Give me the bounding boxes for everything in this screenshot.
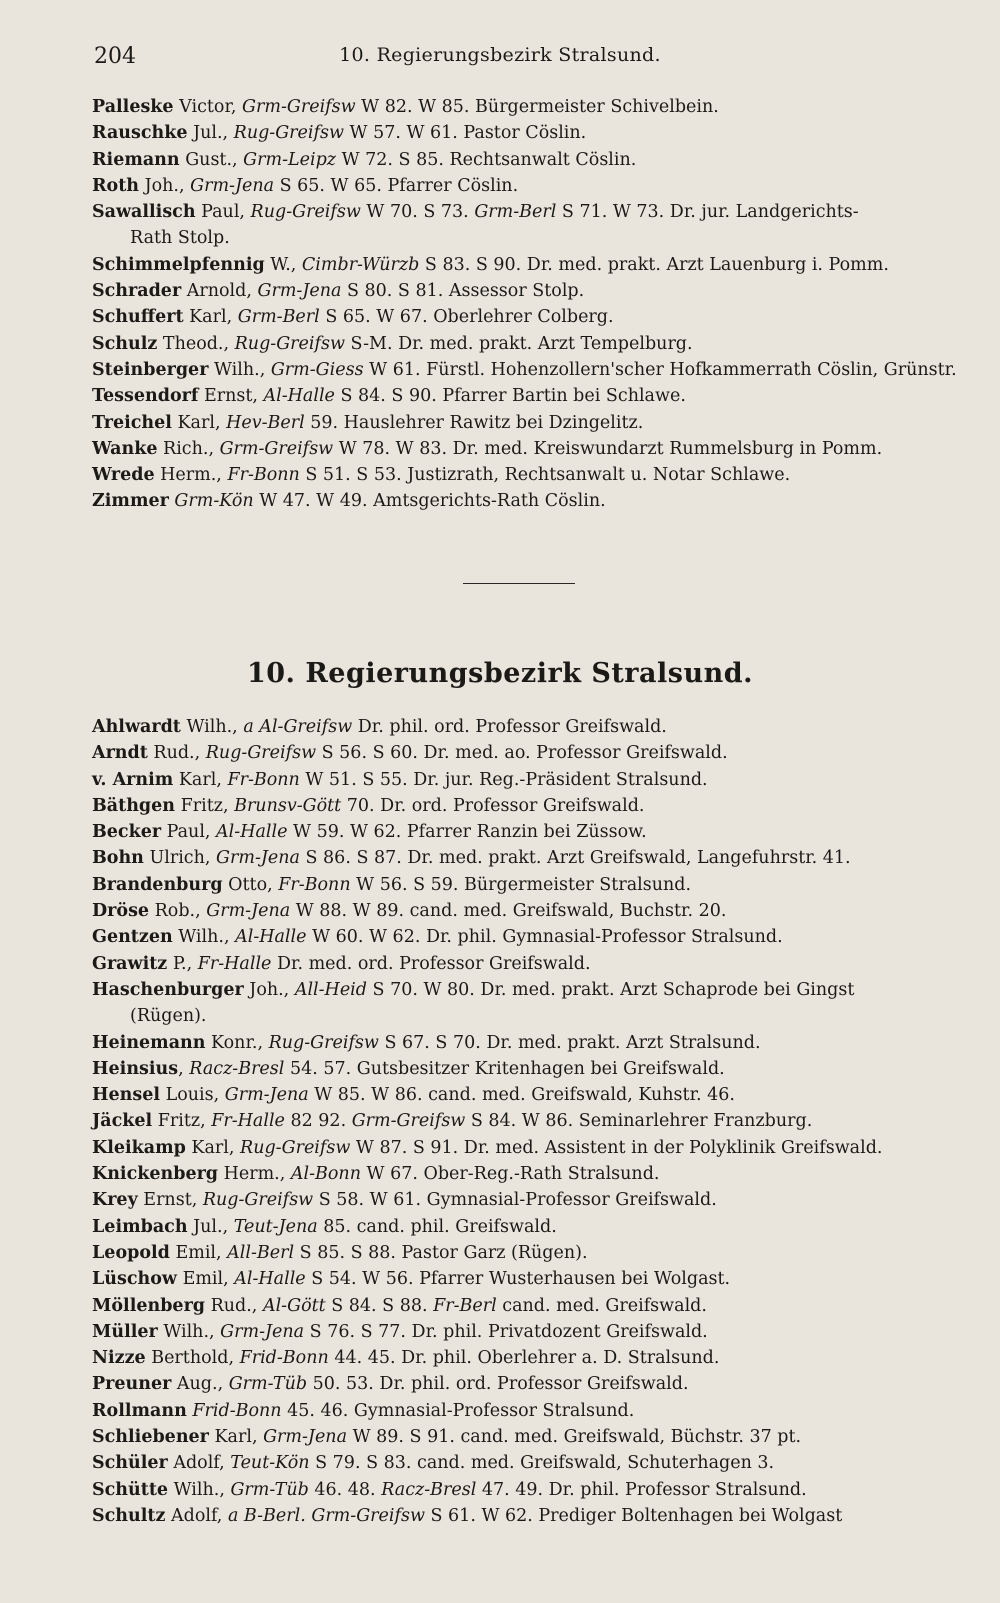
list-item (92, 462, 962, 488)
entry-corps: Rug-Greifsw (268, 1032, 379, 1053)
entry-surname: Nizze (92, 1348, 146, 1369)
running-head: 10. Regierungsbezirk Stralsund. (339, 44, 661, 66)
entry-given-name: Wilh., (180, 717, 244, 737)
entry-given-name: Emil, (177, 1269, 235, 1290)
list-item (92, 1056, 962, 1082)
entry-details: 54. 57. Gutsbesitzer Kritenhagen bei Greifswald. (284, 1058, 725, 1079)
list-item (92, 304, 962, 330)
entry-given-name: Berthold, (145, 1348, 240, 1369)
entry-given-name: Adolf, (165, 1505, 228, 1526)
list-item (92, 252, 962, 278)
entry-corps: Brunsv-Gött (234, 795, 342, 816)
entry-corps: Grm-Leipz (243, 149, 337, 170)
entry-details: Dr. med. ord. Professor Greifswald. (271, 953, 591, 974)
entry-corps: Fr-Halle (211, 1111, 285, 1132)
entry-given-name: Rud., (147, 743, 206, 764)
list-item (92, 410, 962, 436)
entry-corps-secondary: Racz-Bresl (381, 1479, 477, 1500)
entry-surname: Preuner (92, 1374, 172, 1395)
list-item (92, 1450, 962, 1476)
entry-corps: All-Berl (227, 1242, 295, 1263)
entry-corps: Fr-Bonn (278, 874, 351, 895)
entry-details: S 58. W 61. Gymnasial-Professor Greifswald. (313, 1190, 717, 1211)
entry-details: W 59. W 62. Pfarrer Ranzin bei Züssow. (287, 822, 647, 843)
entry-details-secondary: S 84. W 86. Seminarlehrer Franzburg. (465, 1111, 813, 1132)
entry-details: 50. 53. Dr. phil. ord. Professor Greifswald. (307, 1374, 689, 1395)
section-title: 10. Regierungsbezirk Stralsund. (246, 658, 754, 689)
entry-surname: Müller (92, 1321, 158, 1342)
entry-details: 82 92. (284, 1111, 352, 1132)
list-item (92, 1345, 962, 1371)
entry-surname: Schultz (92, 1505, 166, 1526)
entry-corps: Grm-Jena (216, 848, 300, 869)
entry-corps: Al-Halle (263, 386, 335, 407)
entry-given-name: Wilh., (157, 1321, 221, 1342)
list-item (92, 278, 962, 304)
entry-surname: Schimmelpfennig (92, 254, 265, 275)
entry-details: S 54. W 56. Pfarrer Wusterhausen bei Wolgast. (305, 1269, 731, 1290)
entry-surname: Schrader (92, 281, 182, 302)
entry-corps: All-Heid (294, 979, 367, 1000)
entry-corps-secondary: Fr-Berl (433, 1295, 497, 1316)
entry-details: 70. Dr. ord. Professor Greifswald. (341, 795, 645, 816)
entry-given-name: Wilh., (168, 1479, 231, 1500)
entry-surname: Möllenberg (92, 1295, 206, 1316)
entry-given-name: Victor, (173, 97, 243, 117)
page-header (0, 44, 1000, 78)
entry-given-name: Gust., (179, 149, 244, 170)
entry-surname: Gentzen (92, 927, 173, 948)
entry-corps: Grm-Jena (263, 1427, 348, 1448)
entry-given-name: Rich., (157, 438, 220, 459)
list-item (92, 898, 962, 924)
entry-details: W 47. W 49. Amtsgerichts-Rath Cöslin. (253, 491, 606, 512)
entry-details: 85. cand. phil. Greifswald. (317, 1216, 557, 1237)
entry-surname: Wanke (92, 438, 158, 459)
entry-surname: Leopold (92, 1242, 170, 1263)
list-item (92, 1240, 962, 1266)
entry-surname: Haschenburger (92, 979, 244, 1000)
entry-given-name: Otto, (222, 874, 279, 895)
entry-given-name: Rob., (149, 901, 207, 922)
entry-surname: Arndt (92, 743, 148, 764)
entry-surname: Wrede (92, 465, 155, 486)
entry-given-name: Joh., (243, 979, 295, 1000)
entry-surname: Heinsius (92, 1058, 179, 1079)
list-item (92, 120, 962, 146)
entry-details: S 76. S 77. Dr. phil. Privatdozent Greifswald. (304, 1321, 708, 1342)
entry-surname: Jäckel (92, 1111, 153, 1132)
entry-given-name: Joh., (139, 175, 191, 196)
entry-details: S 61. W 62. Prediger Boltenhagen bei Wolgast (424, 1505, 843, 1526)
entry-surname: Steinberger (92, 359, 209, 380)
entry-corps: Frid-Bonn (192, 1400, 282, 1421)
entry-details: W 67. Ober-Reg.-Rath Stralsund. (360, 1164, 660, 1185)
entry-corps-secondary: Grm-Berl (474, 202, 557, 223)
entry-given-name: Herm., (154, 465, 228, 486)
entry-details: S 56. S 60. Dr. med. ao. Professor Greifswald. (316, 743, 728, 764)
entry-details: 46. 48. (308, 1479, 382, 1500)
entry-details: W 85. W 86. cand. med. Greifswald, Kuhstr. 46. (308, 1085, 735, 1106)
entry-given-name: Ernst, (198, 386, 264, 407)
entry-surname: Roth (92, 175, 140, 196)
list-item (92, 1503, 962, 1529)
entry-details: S 67. S 70. Dr. med. prakt. Arzt Stralsund. (378, 1032, 761, 1053)
list-item (92, 1371, 962, 1397)
list-item (92, 977, 962, 1030)
entry-surname: Schulz (92, 333, 158, 354)
entry-list-stralsund (92, 714, 962, 1529)
entry-corps: Fr-Bonn (227, 465, 300, 486)
entry-details: 44. 45. Dr. phil. Oberlehrer a. D. Stralsund. (328, 1348, 720, 1369)
entry-details: W 82. W 85. Bürgermeister Schivelbein. (355, 97, 719, 117)
entry-surname: Tessendorf (92, 386, 199, 407)
list-item (92, 1214, 962, 1240)
list-item (92, 1108, 962, 1134)
entry-given-name: Ernst, (137, 1190, 203, 1211)
list-item (92, 819, 962, 845)
entry-details: S 65. W 65. Pfarrer Cöslin. (274, 175, 519, 196)
entry-surname: Hensel (92, 1085, 161, 1106)
list-item (92, 793, 962, 819)
entry-surname: Sawallisch (92, 202, 196, 223)
list-item (92, 740, 962, 766)
list-item (92, 1161, 962, 1187)
entry-details-secondary: cand. med. Greifswald. (496, 1295, 707, 1316)
entry-given-name: Louis, (160, 1085, 225, 1106)
entry-given-name: Karl, (183, 307, 238, 328)
entry-details: S 84. S 88. (325, 1295, 434, 1316)
entry-given-name: Theod., (157, 333, 235, 354)
entry-details: W 57. W 61. Pastor Cöslin. (343, 123, 587, 144)
entry-corps: Grm-Greifsw (219, 438, 334, 459)
entry-corps: Grm-Greifsw (242, 97, 356, 117)
entry-corps: Grm-Tüb (228, 1374, 308, 1395)
list-item (92, 1477, 962, 1503)
entry-corps: Grm-Giess (270, 359, 364, 380)
entry-details: S 51. S 53. Justizrath, Rechtsanwalt u. Notar Schlawe. (299, 465, 791, 486)
entry-surname: Zimmer (92, 491, 169, 512)
entry-given-name: Emil, (169, 1242, 228, 1263)
list-item (92, 357, 962, 383)
entry-corps-secondary: Grm-Greifsw (351, 1111, 466, 1132)
entry-corps: Al-Bonn (290, 1164, 361, 1185)
entry-corps: Teut-Kön (230, 1453, 310, 1474)
entry-corps: Grm-Jena (190, 175, 275, 196)
entry-details: W 87. S 91. Dr. med. Assistent in der Polyklinik Greifswald. (350, 1137, 883, 1158)
entry-details: W 51. S 55. Dr. jur. Reg.-Präsident Stralsund. (299, 769, 708, 790)
list-item (92, 147, 962, 173)
entry-given-name: Adolf, (167, 1453, 231, 1474)
entry-corps: Rug-Greifsw (202, 1190, 314, 1211)
entry-given-name: Paul, (161, 822, 217, 843)
entry-corps: Al-Halle (216, 822, 288, 843)
entry-surname: Leimbach (92, 1216, 188, 1237)
list-item (92, 94, 962, 120)
list-item (92, 924, 962, 950)
entry-surname: Lüschow (92, 1269, 177, 1290)
entry-details: Dr. phil. ord. Professor Greifswald. (352, 717, 667, 737)
entry-given-name: Jul., (187, 123, 234, 144)
entry-details-secondary: S 71. W 73. Dr. jur. Landgerichts- (556, 202, 859, 223)
entry-details: S 83. S 90. Dr. med. prakt. Arzt Lauenburg i. Pomm. (419, 254, 889, 275)
entry-given-name: Karl, (171, 412, 227, 433)
entry-details: W 60. W 62. Dr. phil. Gymnasial-Professor Stralsund. (306, 927, 783, 948)
list-item (92, 1293, 962, 1319)
entry-corps: Grm-Berl (237, 307, 320, 328)
entry-details-secondary: 47. 49. Dr. phil. Professor Stralsund. (476, 1479, 807, 1500)
entry-given-name: Fritz, (152, 1111, 212, 1132)
entry-given-name: Arnold, (181, 281, 258, 302)
entry-corps: Rug-Greifsw (205, 743, 317, 764)
list-item (92, 1398, 962, 1424)
entry-corps: Grm-Jena (206, 901, 291, 922)
entry-details: W 89. S 91. cand. med. Greifswald, Büchstr. 37 pt. (347, 1427, 802, 1448)
entry-corps: Teut-Jena (233, 1216, 318, 1237)
list-item (92, 488, 962, 514)
entry-given-name: Fritz, (175, 795, 235, 816)
entry-corps: a B-Berl. Grm-Greifsw (227, 1505, 425, 1526)
entry-surname: Schliebener (92, 1427, 209, 1448)
list-item (92, 1424, 962, 1450)
list-item (92, 331, 962, 357)
entry-corps: Rug-Greifsw (240, 1137, 351, 1158)
entry-corps: Grm-Tüb (230, 1479, 309, 1500)
entry-details: 45. 46. Gymnasial-Professor Stralsund. (281, 1400, 635, 1421)
entry-details: W 88. W 89. cand. med. Greifswald, Buchstr. 20. (290, 901, 727, 922)
entry-details: S 84. S 90. Pfarrer Bartin bei Schlawe. (334, 386, 686, 407)
list-item (92, 199, 962, 252)
list-item (92, 1266, 962, 1292)
entry-corps: Grm-Jena (257, 281, 342, 302)
entry-corps: Hev-Berl (226, 412, 305, 433)
entry-surname: Knickenberg (92, 1164, 219, 1185)
entry-continuation: Rath Stolp. (130, 228, 230, 249)
entry-given-name: Jul., (187, 1216, 234, 1237)
entry-corps: Rug-Greifsw (250, 202, 361, 223)
entry-details: S-M. Dr. med. prakt. Arzt Tempelburg. (344, 333, 693, 354)
entry-corps: Fr-Bonn (227, 769, 300, 790)
entry-details: 59. Hauslehrer Rawitz bei Dzingelitz. (304, 412, 644, 433)
entry-surname: Schuffert (92, 307, 184, 328)
entry-details: W 56. S 59. Bürgermeister Stralsund. (350, 874, 692, 895)
entry-surname: Schüler (92, 1453, 168, 1474)
entry-details: S 85. S 88. Pastor Garz (Rügen). (294, 1242, 588, 1263)
entry-given-name: Konr., (205, 1032, 269, 1053)
entry-given-name: Karl, (208, 1427, 264, 1448)
list-item (92, 714, 962, 740)
entry-surname: Schütte (92, 1479, 169, 1500)
entry-surname: Ahlwardt (92, 717, 181, 737)
section-divider (463, 583, 575, 584)
entry-surname: Brandenburg (92, 874, 223, 895)
entry-given-name: Aug., (171, 1374, 229, 1395)
entry-corps: Al-Gött (262, 1295, 326, 1316)
entry-surname: Riemann (92, 149, 180, 170)
list-item (92, 1319, 962, 1345)
entry-surname: Rauschke (92, 123, 188, 144)
entry-details: S 79. S 83. cand. med. Greifswald, Schuterhagen 3. (309, 1453, 775, 1474)
entry-details: S 80. S 81. Assessor Stolp. (341, 281, 585, 302)
entry-details: S 65. W 67. Oberlehrer Colberg. (319, 307, 614, 328)
page-number: 204 (94, 44, 136, 69)
entry-given-name: Wilh., (208, 359, 271, 380)
list-item (92, 845, 962, 871)
entry-surname: Bohn (92, 848, 144, 869)
entry-corps: Al-Halle (234, 1269, 306, 1290)
list-item (92, 173, 962, 199)
entry-given-name: Rud., (205, 1295, 263, 1316)
entry-details: W 61. Fürstl. Hohenzollern'scher Hofkammerrath Cöslin, Grünstr. (363, 359, 957, 380)
entry-given-name: Karl, (173, 769, 228, 790)
list-item (92, 767, 962, 793)
entry-corps: Rug-Greifsw (233, 123, 344, 144)
entry-surname: Dröse (92, 901, 150, 922)
entry-given-name: Karl, (185, 1137, 241, 1158)
entry-details: W 70. S 73. (360, 202, 475, 223)
entry-given-name: , (178, 1058, 190, 1079)
entry-corps: Al-Halle (235, 927, 307, 948)
entry-details: W 72. S 85. Rechtsanwalt Cöslin. (336, 149, 637, 170)
entry-corps: Cimbr-Würzb (301, 254, 420, 275)
entry-corps: Rug-Greifsw (234, 333, 345, 354)
list-item (92, 1135, 962, 1161)
entry-details: S 70. W 80. Dr. med. prakt. Arzt Schaprode bei Gingst (366, 979, 855, 1000)
list-item (92, 951, 962, 977)
entry-surname: Treichel (92, 412, 172, 433)
entry-corps: Grm-Kön (174, 491, 254, 512)
list-item (92, 383, 962, 409)
list-item (92, 436, 962, 462)
entry-details: S 86. S 87. Dr. med. prakt. Arzt Greifswald, Langefuhrstr. 41. (299, 848, 851, 869)
entry-corps: a Al-Greifsw (243, 717, 353, 737)
entry-corps: Frid-Bonn (239, 1348, 329, 1369)
entry-given-name: W., (264, 254, 302, 275)
entry-surname: Grawitz (92, 953, 168, 974)
entry-surname: Bäthgen (92, 795, 176, 816)
entry-given-name: Paul, (195, 202, 251, 223)
entry-details: W 78. W 83. Dr. med. Kreiswundarzt Rummelsburg in Pomm. (333, 438, 883, 459)
entry-corps: Grm-Jena (224, 1085, 309, 1106)
entry-corps: Fr-Halle (197, 953, 272, 974)
entry-surname: Heinemann (92, 1032, 206, 1053)
list-item (92, 1187, 962, 1213)
entry-surname: v. Arnim (92, 769, 174, 790)
list-item (92, 1030, 962, 1056)
entry-corps: Grm-Jena (220, 1321, 305, 1342)
list-item (92, 872, 962, 898)
entry-given-name: Herm., (218, 1164, 291, 1185)
entry-surname: Palleske (92, 97, 174, 117)
entry-surname: Rollmann (92, 1400, 187, 1421)
entry-given-name: P., (167, 953, 198, 974)
entry-given-name: Wilh., (172, 927, 236, 948)
entry-surname: Krey (92, 1190, 138, 1211)
entry-corps: Racz-Bresl (189, 1058, 285, 1079)
entry-surname: Kleikamp (92, 1137, 186, 1158)
entry-list-previous-district (92, 94, 962, 515)
entry-continuation: (Rügen). (130, 1006, 207, 1027)
entry-surname: Becker (92, 822, 162, 843)
entry-given-name: Ulrich, (143, 848, 216, 869)
list-item (92, 1082, 962, 1108)
